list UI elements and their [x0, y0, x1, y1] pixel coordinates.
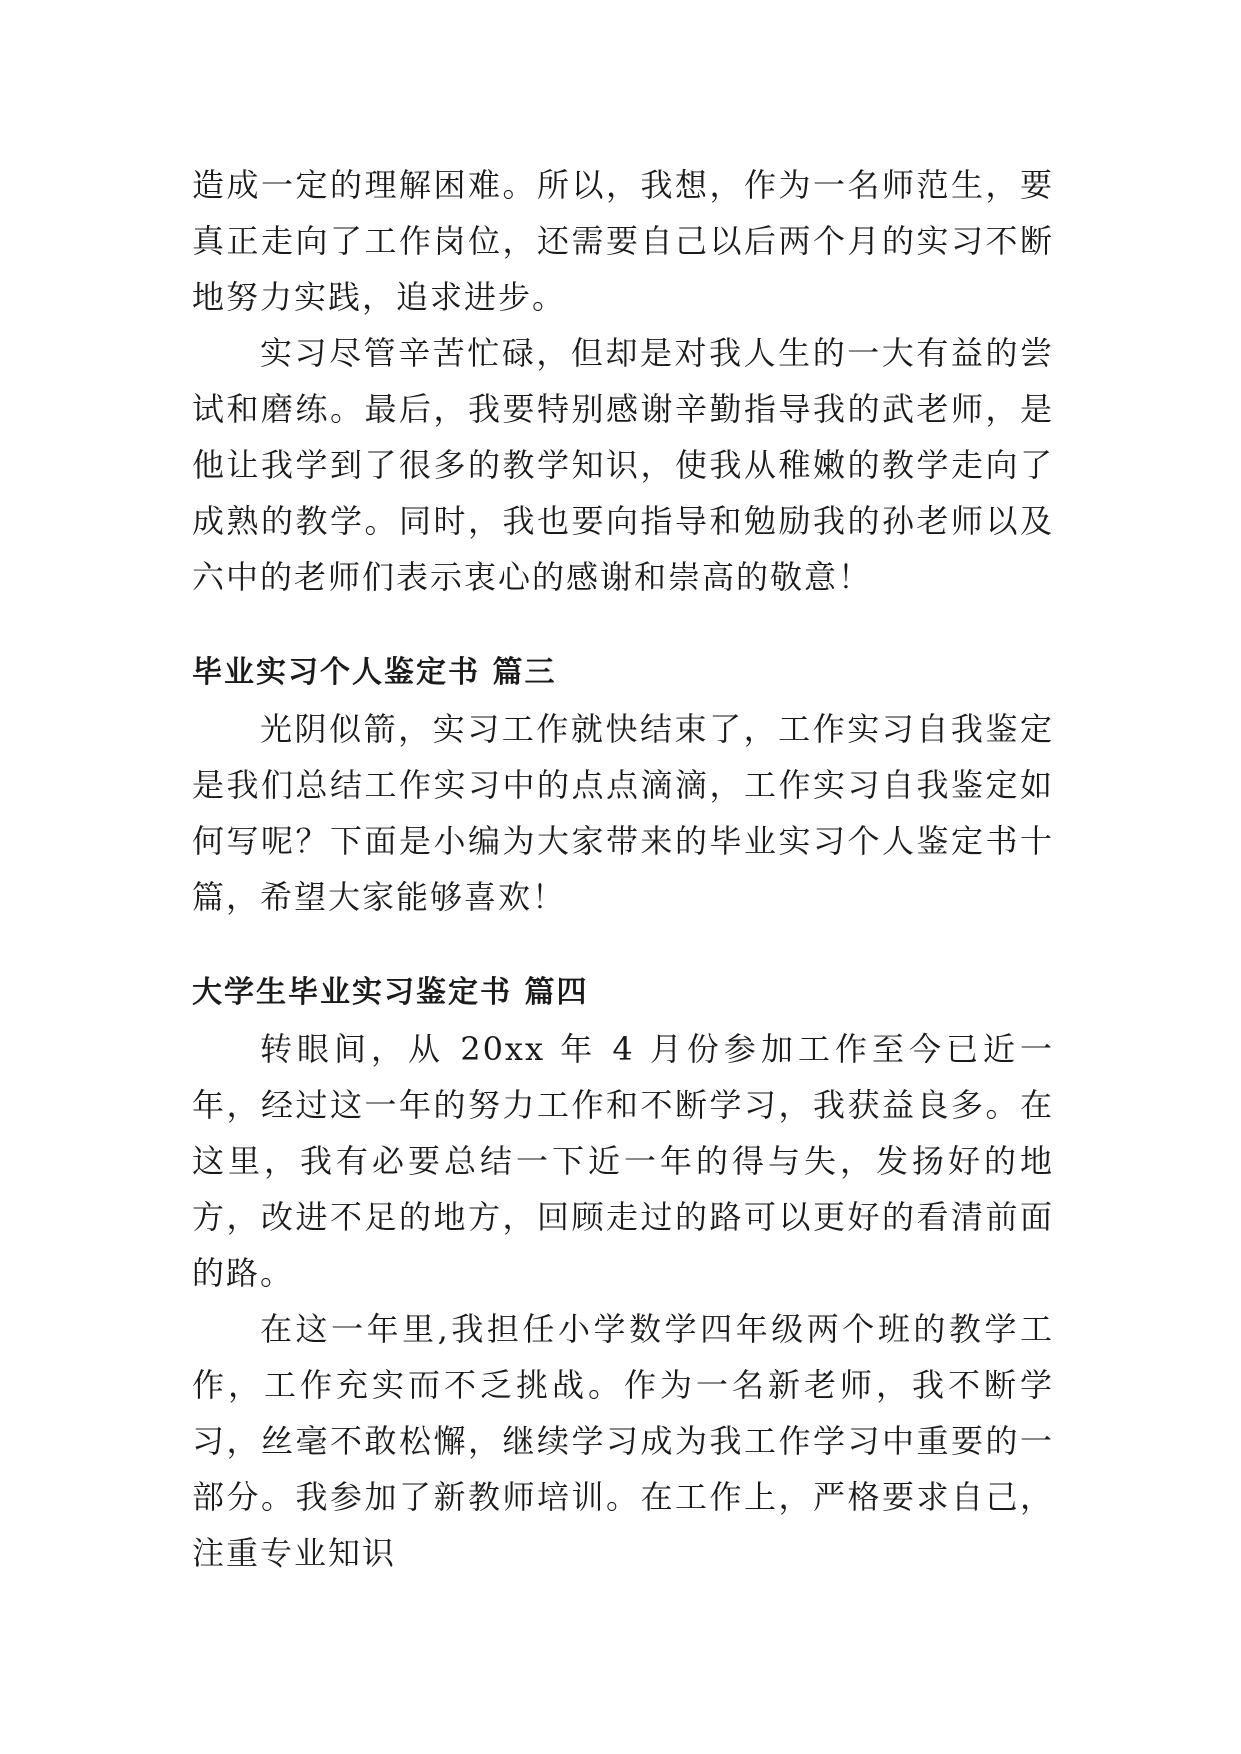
section-3-paragraph: 光阴似箭，实习工作就快结束了，工作实习自我鉴定是我们总结工作实习中的点点滴滴，工作实习自我鉴定如何写呢？下面是小编为大家带来的毕业实习个人鉴定书十篇，希望大家能够喜欢！ — [192, 710, 1054, 916]
section-4-paragraph-1: 转眼间，从 20xx 年 4 月份参加工作至今已近一年，经过这一年的努力工作和不断学习，我获益良多。在这里，我有必要总结一下近一年的得与失，发扬好的地方，改进不足的地方，回顾走过的路可以更好的看清前面的路。 — [192, 1030, 1054, 1292]
section-heading-4: 大学生毕业实习鉴定书 篇四 — [192, 975, 589, 1010]
section-heading-3: 毕业实习个人鉴定书 篇三 — [192, 655, 557, 690]
document-body — [192, 157, 1054, 1581]
paragraph-continuation: 造成一定的理解困难。所以，我想，作为一名师范生，要真正走向了工作岗位，还需要自己以后两个月的实习不断地努力实践，追求进步。 — [192, 166, 1054, 316]
section-4-paragraph-2: 在这一年里,我担任小学数学四年级两个班的教学工作，工作充实而不乏挑战。作为一名新老师，我不断学习，丝毫不敢松懈，继续学习成为我工作学习中重要的一部分。我参加了新教师培训。在工作上，严格要求自己，注重专业知识 — [192, 1310, 1054, 1572]
paragraph-gratitude: 实习尽管辛苦忙碌，但却是对我人生的一大有益的尝试和磨练。最后，我要特别感谢辛勤指导我的武老师，是他让我学到了很多的教学知识，使我从稚嫩的教学走向了成熟的教学。同时，我也要向指导和勉励我的孙老师以及六中的老师们表示衷心的感谢和崇高的敬意！ — [192, 334, 1054, 596]
